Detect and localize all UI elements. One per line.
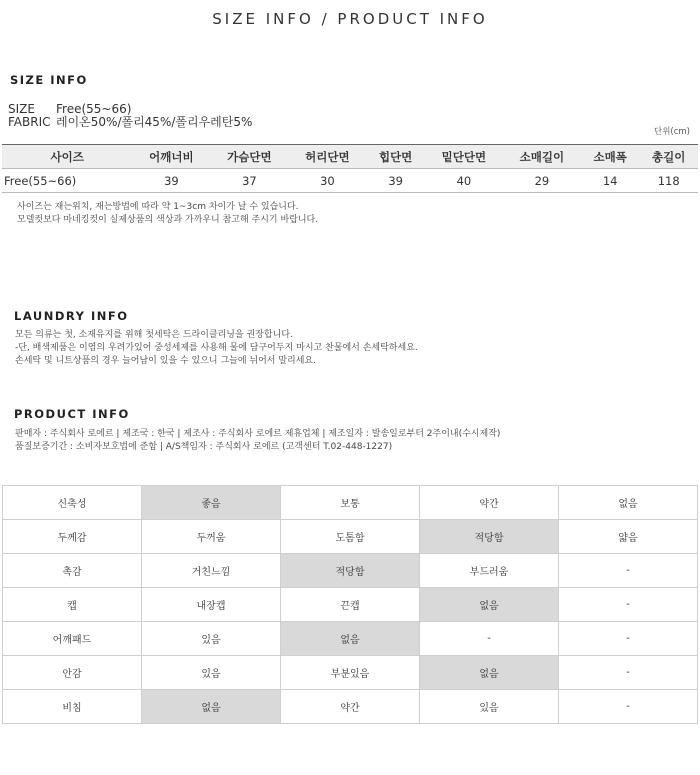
spec-lines (8, 103, 252, 129)
attribute-option: 두꺼움 (142, 520, 281, 554)
size-table-cell: Free(55~66) (2, 169, 132, 193)
spec-value: 레이온50%/폴리45%/폴리우레탄5% (56, 115, 253, 129)
attribute-option: 있음 (142, 656, 281, 690)
attribute-option: 없음 (559, 486, 698, 520)
size-table-header-cell: 허리단면 (288, 145, 366, 169)
size-table-cell: 30 (288, 169, 366, 193)
size-table-header-cell: 가슴단면 (210, 145, 288, 169)
laundry-info-heading: LAUNDRY INFO (14, 309, 129, 323)
attribute-option: 얇음 (559, 520, 698, 554)
attribute-row (3, 588, 698, 622)
attribute-option: 내장캡 (142, 588, 281, 622)
size-table-header-row (2, 145, 698, 169)
laundry-note-line: -단, 배색제품은 이염의 우려가있어 중성세제를 사용해 물에 담구어두지 마시고 찬물에서 손세탁하세요. (15, 343, 418, 353)
attribute-row (3, 486, 698, 520)
attribute-name: 두께감 (3, 520, 142, 554)
size-table-header-cell: 힙단면 (366, 145, 425, 169)
attribute-option: 있음 (420, 690, 559, 724)
size-table-cell: 118 (639, 169, 698, 193)
size-table-header-cell: 밑단단면 (425, 145, 503, 169)
size-table-header-cell: 소매길이 (503, 145, 581, 169)
attribute-option: 약간 (420, 486, 559, 520)
product-notes (15, 428, 500, 454)
attribute-row (3, 520, 698, 554)
attribute-option: 부분있음 (281, 656, 420, 690)
unit-note: 단위(cm) (653, 127, 690, 137)
size-note-line: 사이즈는 재는위치, 재는방법에 따라 약 1~3cm 차이가 날 수 있습니다. (17, 202, 299, 212)
laundry-note-line: 손세탁 및 니트상품의 경우 늘어남이 있을 수 있으니 그늘에 뉘어서 말리세요. (15, 356, 316, 366)
laundry-note-line: 모든 의류는 첫, 소재유지를 위해 첫세탁은 드라이클리닝을 권장합니다. (15, 330, 293, 340)
attribute-option-selected: 적당함 (281, 554, 420, 588)
page-title: SIZE INFO / PRODUCT INFO (212, 10, 488, 28)
product-info-heading: PRODUCT INFO (14, 407, 130, 421)
product-note-line: 판매자 : 주식회사 로에르 | 제조국 : 한국 | 제조사 : 주식회사 로에르 제휴업체 | 제조일자 : 발송일로부터 2주이내(수시제작) (15, 429, 501, 439)
attribute-option: - (559, 656, 698, 690)
product-note-line: 품질보증기간 : 소비자보호법에 준함 | A/S책임자 : 주식회사 로에르 (고객센터 T.02-448-1227) (15, 442, 393, 452)
size-table-cell: 14 (581, 169, 640, 193)
attribute-row (3, 554, 698, 588)
attribute-name: 어깨패드 (3, 622, 142, 656)
attribute-option-selected: 없음 (420, 588, 559, 622)
size-table-cell: 39 (366, 169, 425, 193)
size-table (2, 144, 698, 193)
attribute-name: 촉감 (3, 554, 142, 588)
spec-key: FABRIC (8, 115, 51, 129)
size-table-header-cell: 어깨너비 (132, 145, 210, 169)
attribute-row (3, 690, 698, 724)
table-row (2, 169, 698, 193)
attribute-option: - (559, 690, 698, 724)
attribute-option: - (420, 622, 559, 656)
attribute-option-selected: 없음 (142, 690, 281, 724)
size-info-heading: SIZE INFO (10, 73, 88, 87)
attribute-option: 끈캡 (281, 588, 420, 622)
attribute-option: 약간 (281, 690, 420, 724)
attribute-option: 부드러움 (420, 554, 559, 588)
size-notes (17, 201, 318, 227)
attribute-name: 캡 (3, 588, 142, 622)
attribute-option: 거친느낌 (142, 554, 281, 588)
attribute-option-selected: 없음 (281, 622, 420, 656)
attribute-name: 신축성 (3, 486, 142, 520)
size-table-header-cell: 총길이 (639, 145, 698, 169)
spec-key: SIZE (8, 102, 35, 116)
attribute-name: 비침 (3, 690, 142, 724)
laundry-notes (15, 329, 418, 368)
attribute-option: - (559, 622, 698, 656)
attribute-row (3, 656, 698, 690)
attribute-name: 안감 (3, 656, 142, 690)
attribute-option-selected: 없음 (420, 656, 559, 690)
attribute-option: - (559, 588, 698, 622)
spec-value: Free(55~66) (56, 102, 132, 116)
size-table-cell: 37 (210, 169, 288, 193)
attribute-option: 도톰함 (281, 520, 420, 554)
attribute-table (2, 485, 698, 724)
spec-row-fabric (8, 116, 252, 129)
size-note-line: 모델컷보다 마네킹컷이 실제상품의 색상과 가까우니 참고해 주시기 바랍니다. (17, 215, 319, 225)
size-table-cell: 40 (425, 169, 503, 193)
size-table-header-cell: 소매폭 (581, 145, 640, 169)
size-table-header-cell: 사이즈 (2, 145, 132, 169)
attribute-option: 있음 (142, 622, 281, 656)
size-table-cell: 39 (132, 169, 210, 193)
attribute-option: 보통 (281, 486, 420, 520)
attribute-row (3, 622, 698, 656)
size-table-cell: 29 (503, 169, 581, 193)
attribute-option-selected: 적당함 (420, 520, 559, 554)
attribute-option-selected: 좋음 (142, 486, 281, 520)
attribute-option: - (559, 554, 698, 588)
